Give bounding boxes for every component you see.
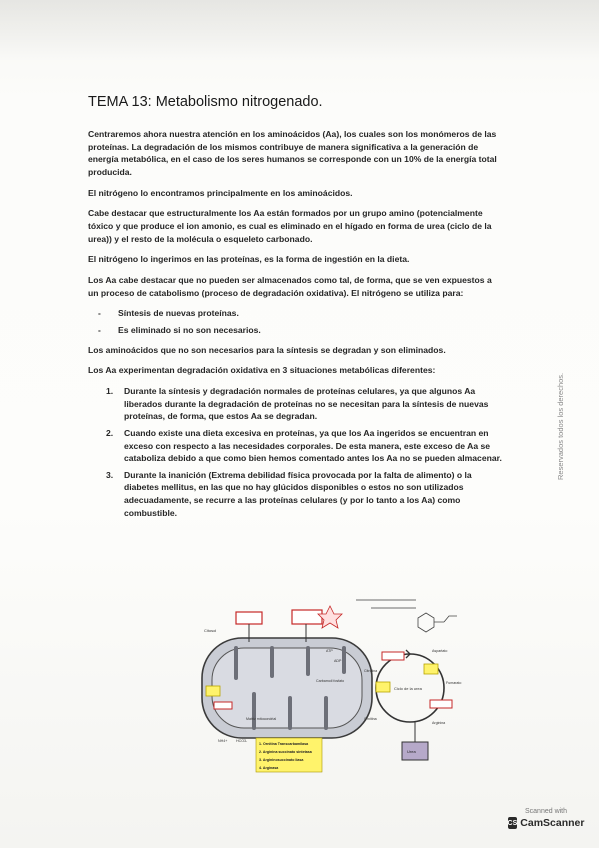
- legend-item: 1. Ornitina Transcarbamilasa: [259, 742, 309, 746]
- list-item: - Es eliminado si no son necesarios.: [92, 324, 503, 337]
- diagram-label: ATP: [326, 649, 333, 653]
- diagram-label: NH4+: [218, 739, 228, 743]
- badge-row: [508, 817, 584, 829]
- paragraph: Cabe destacar que estructuralmente los Aa están formados por un grupo amino (potencialmente tóxico y que produce el ion amonio, es cual es eliminado en el hígado en forma de urea (ciclo de la urea)) y el resto de la molécula o esqueleto carbonado.: [88, 208, 492, 244]
- enzyme-highlight: [376, 682, 390, 692]
- scan-shadow: [0, 0, 599, 60]
- enzyme-highlight: [206, 686, 220, 696]
- camscanner-icon: CS: [508, 817, 518, 829]
- reaction-box: [214, 702, 232, 709]
- diagram-label: Citosol: [204, 628, 217, 633]
- reaction-box: [430, 700, 452, 708]
- list-item: [88, 427, 503, 465]
- badge-caption: Scanned with: [524, 808, 568, 815]
- list-text: Durante la síntesis y degradación normales de proteínas celulares, ya que algunos Aa liberados durante la degradación de proteínas no se necesitan para la síntesis de nuevas proteínas, de forma, que estos Aa se degradan.: [124, 386, 489, 422]
- legend-item: 4. Arginasa: [259, 766, 279, 770]
- diagram-label: Urea: [407, 749, 416, 754]
- bullet-list: [88, 307, 503, 336]
- diagram-label: Arginina: [432, 721, 446, 725]
- enzyme-star: [318, 606, 342, 628]
- diagram-label: Ornitina: [364, 717, 377, 721]
- list-number: 1.: [106, 386, 114, 397]
- paragraph: El nitrógeno lo encontramos principalmente en los aminoácidos.: [88, 187, 353, 198]
- list-number: 2.: [106, 428, 114, 438]
- document-body: [88, 128, 503, 523]
- enzyme-highlight: [424, 664, 438, 674]
- paragraph: El nitrógeno lo ingerimos en las proteínas, es la forma de ingestión en la dieta.: [88, 254, 410, 265]
- list-text: Cuando existe una dieta excesiva en proteínas, ya que los Aa ingeridos se encuentran en exceso con respecto a las necesidades corporales. De esta manera, este exceso de Aa se cataboliza debido a que como bien hemos comentado antes los Aa no se pueden almacenar.: [124, 428, 502, 464]
- diagram-label: Citrulina: [364, 669, 378, 673]
- camscanner-badge: [508, 808, 584, 838]
- reaction-box: [382, 652, 404, 660]
- paragraph: Los Aa cabe destacar que no pueden ser almacenados como tal, de forma, que se ven expuestos a un proceso de catabolismo (proceso de degradación oxidativa). El nitrógeno se utiliza para:: [88, 275, 492, 298]
- diagram-label: Carbamoil fosfato: [316, 679, 345, 683]
- page-title: TEMA 13: Metabolismo nitrogenado.: [88, 94, 323, 110]
- reaction-box: [292, 610, 322, 624]
- diagram-label: Ciclo de la urea: [394, 686, 422, 691]
- text-line: [356, 600, 416, 608]
- paragraph: Los aminoácidos que no son necesarios para la síntesis se degradan y son eliminados.: [88, 344, 446, 355]
- list-text: Durante la inanición (Extrema debilidad física provocada por la falta de alimento) o la diabetes mellitus, en las que no hay glúcidos disponibles o estos no son utilizados adecuadamente, se recurre a las proteínas celulares (y por lo tanto a los Aa) como combustible.: [124, 469, 472, 518]
- rights-watermark: Reservados todos los derechos.: [556, 372, 565, 480]
- diagram-label: HCO3-: [236, 739, 248, 743]
- legend-item: 2. Arginina succinato sintetasa: [259, 750, 312, 754]
- list-item: [88, 385, 503, 423]
- numbered-list: [88, 385, 503, 519]
- list-number: 3.: [106, 469, 114, 480]
- diagram-label: ADP: [334, 659, 342, 663]
- reaction-box: [236, 612, 262, 624]
- diagram-label: Aspartato: [432, 649, 448, 653]
- legend-item: 3. Argininosuccinato liasa: [259, 758, 304, 762]
- molecule-structure: [418, 613, 457, 632]
- badge-name: CamScanner: [520, 817, 585, 829]
- list-item: - Síntesis de nuevas proteínas.: [92, 307, 503, 320]
- paragraph: Los Aa experimentan degradación oxidativa en 3 situaciones metabólicas diferentes:: [88, 365, 436, 376]
- list-item: [88, 469, 503, 519]
- urea-cycle-diagram: [196, 592, 466, 778]
- diagram-label: Matriz mitocondrial: [246, 717, 277, 721]
- diagram-label: Fumarato: [446, 681, 462, 685]
- paragraph: Centraremos ahora nuestra atención en los aminoácidos (Aa), los cuales son los monómeros de las proteínas. La degradación de los mismos contribuye de manera significativa a la generación de energía metabólica, en el caso de los seres humanos se corresponde con un 10% de la energía total producida.: [88, 129, 497, 177]
